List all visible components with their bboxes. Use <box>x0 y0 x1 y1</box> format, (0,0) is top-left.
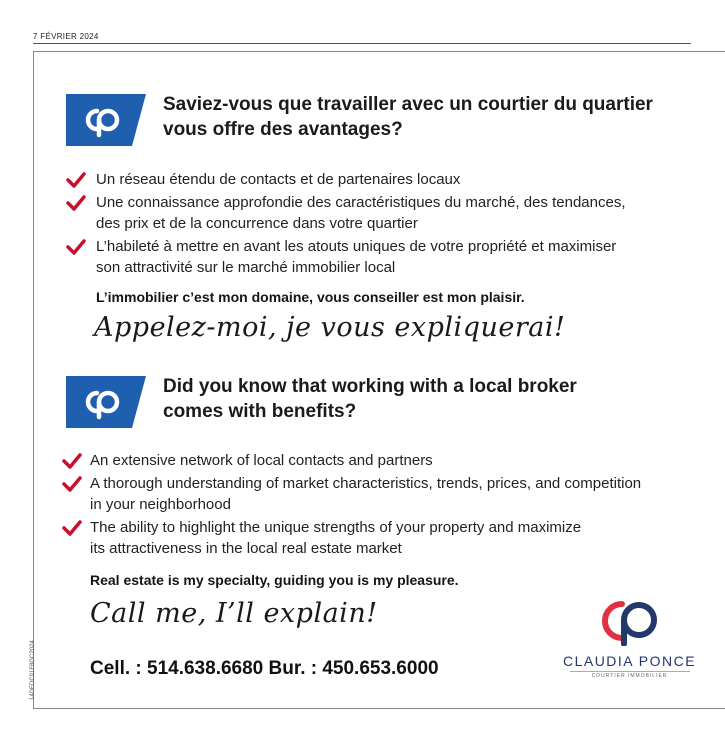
english-tagline: Real estate is my specialty, guiding you is my pleasure. <box>90 572 459 588</box>
brand-name: CLAUDIA PONCE <box>562 653 697 669</box>
check-icon <box>62 476 82 492</box>
french-tagline: L’immobilier c’est mon domaine, vous conseiller est mon plaisir. <box>96 289 525 305</box>
brand-logo <box>562 596 697 679</box>
list-item: The ability to highlight the unique strengths of your property and maximize its attractiveness in the local real estate market <box>62 517 702 559</box>
cp-badge-icon <box>66 94 146 146</box>
check-icon <box>62 520 82 536</box>
list-item: Un réseau étendu de contacts et de partenaires locaux <box>66 169 666 190</box>
list-item: Une connaissance approfondie des caractéristiques du marché, des tendances, des prix et de la concurrence dans votre quartier <box>66 192 666 234</box>
check-icon <box>66 239 86 255</box>
brand-subtitle: COURTIER IMMOBILIER <box>591 673 668 679</box>
side-code: 14DEDC91F8GC2024 <box>30 640 36 700</box>
phone-numbers: Cell. : 514.638.6680 Bur. : 450.653.6000 <box>90 658 439 679</box>
cp-badge-icon <box>66 376 146 428</box>
list-item: A thorough understanding of market characteristics, trends, prices, and competition in your neighborhood <box>62 473 702 515</box>
list-item: An extensive network of local contacts and partners <box>62 450 702 471</box>
brand-divider <box>570 671 690 672</box>
english-script-callout: Call me, I’ll explain! <box>90 598 378 629</box>
list-item: L’habileté à mettre en avant les atouts uniques de votre propriété et maximiser son attractivité sur le marché immobilier local <box>66 236 666 278</box>
cp-monogram-icon <box>592 596 668 646</box>
check-icon <box>66 195 86 211</box>
english-benefits-list <box>62 450 702 561</box>
check-icon <box>62 453 82 469</box>
french-benefits-list <box>66 169 666 280</box>
english-heading: Did you know that working with a local broker comes with benefits? <box>163 376 577 422</box>
check-icon <box>66 172 86 188</box>
french-script-callout: Appelez-moi, je vous expliquerai! <box>94 312 566 343</box>
french-heading: Saviez-vous que travailler avec un courtier du quartier vous offre des avantages? <box>163 94 653 140</box>
publication-date: 7 FÉVRIER 2024 <box>33 32 99 41</box>
header-rule <box>33 43 691 44</box>
